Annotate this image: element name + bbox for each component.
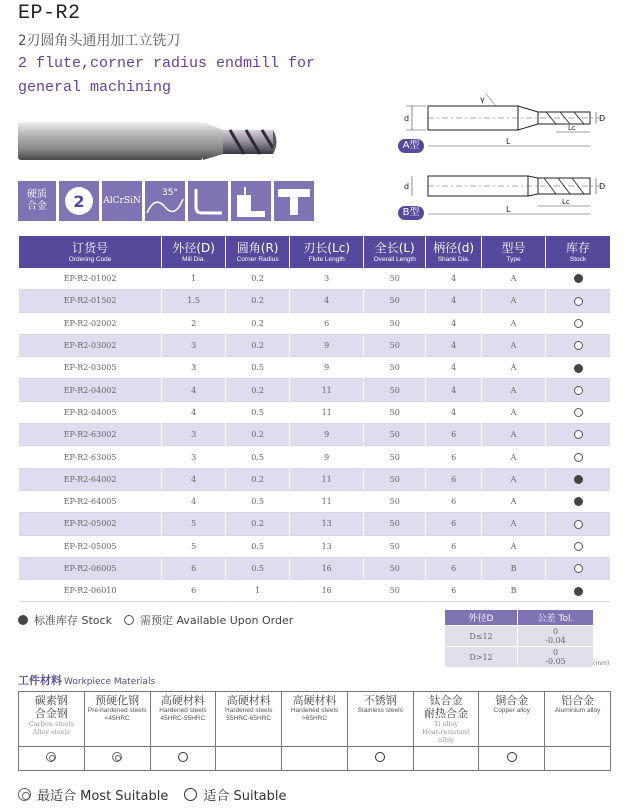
stock-open-icon <box>574 386 583 395</box>
stock-full-icon <box>18 615 28 625</box>
table-row <box>19 558 610 580</box>
table-row <box>19 536 610 558</box>
table-cell-l: 50 <box>364 379 425 401</box>
type-a-tag: A型 <box>398 139 424 153</box>
table-cell-code: EP-R2-06010 <box>19 580 161 602</box>
table-cell-code: EP-R2-05002 <box>19 513 161 535</box>
table-cell-stock <box>546 357 610 379</box>
table-row <box>19 402 610 424</box>
table-cell-type: A <box>482 446 545 468</box>
workpiece-suitability <box>413 747 479 771</box>
table-cell-type: A <box>482 290 545 312</box>
table-cell-code: EP-R2-01002 <box>19 268 161 290</box>
table-row <box>19 357 610 379</box>
table-cell-l: 50 <box>364 491 425 513</box>
table-cell-d: 4 <box>426 335 481 357</box>
workpiece-material: 不锈钢 Stainless steels <box>347 692 413 747</box>
table-cell-d: 4 <box>426 290 481 312</box>
table-row <box>19 580 610 602</box>
table-cell-d: 6 <box>426 558 481 580</box>
table-cell-lc: 11 <box>290 402 363 424</box>
table-cell-code: EP-R2-05005 <box>19 536 161 558</box>
table-cell-d: 4 <box>162 469 225 491</box>
square-end-profile-icon <box>188 181 228 221</box>
col-mill-dia: 外径(D) Mill Dia. <box>162 236 225 268</box>
table-cell-code: EP-R2-63005 <box>19 446 161 468</box>
tolerance-table <box>444 609 594 668</box>
svg-text:35°: 35° <box>162 188 178 198</box>
workpiece-material: 高硬材料 Hardened steels >65HRC <box>282 692 348 747</box>
workpiece-suitability <box>479 747 545 771</box>
table-cell-l: 50 <box>364 446 425 468</box>
table-cell-lc: 9 <box>290 446 363 468</box>
stock-open-icon <box>124 615 134 625</box>
stock-open-icon <box>574 453 583 462</box>
table-row <box>19 513 610 535</box>
stock-open-icon <box>574 542 583 551</box>
suitable-icon <box>375 752 385 762</box>
table-cell-d: 3 <box>162 446 225 468</box>
drawing-type-b <box>396 170 612 222</box>
table-cell-r: 0.5 <box>226 357 289 379</box>
table-cell-r: 0.2 <box>226 513 289 535</box>
table-cell-d: 6 <box>426 580 481 602</box>
table-cell-l: 50 <box>364 268 425 290</box>
drawing-type-a <box>396 92 612 154</box>
stock-open-icon <box>574 430 583 439</box>
table-cell-type: A <box>482 491 545 513</box>
suitable-label: 适合 Suitable <box>203 789 287 804</box>
stock-full-label: 标准库存 Stock <box>34 614 112 627</box>
table-cell-stock <box>546 424 610 446</box>
table-cell-lc: 11 <box>290 379 363 401</box>
workpiece-material: 铝合金 Aluminium alloy <box>545 692 611 747</box>
most-suitable-icon <box>18 788 31 801</box>
table-cell-lc: 3 <box>290 268 363 290</box>
table-cell-d: 4 <box>426 379 481 401</box>
suitable-icon <box>507 752 517 762</box>
workpiece-suitability <box>282 747 348 771</box>
table-cell-type: A <box>482 424 545 446</box>
table-cell-d: 4 <box>162 379 225 401</box>
type-b-tag: B型 <box>398 206 424 220</box>
stock-full-icon <box>574 587 583 596</box>
tol-header-tol: 公差 Tol. <box>518 610 593 625</box>
stock-legend <box>18 612 293 628</box>
table-cell-lc: 13 <box>290 513 363 535</box>
dim-L-label-a: L <box>506 137 511 146</box>
table-cell-stock <box>546 536 610 558</box>
dim-Lc-label-a: Lc <box>568 124 576 132</box>
workpiece-material: 钛合金 耐热合金 Ti alloy Heat-resistant alloy <box>413 692 479 747</box>
table-cell-r: 1 <box>226 580 289 602</box>
hardened-steel-icon: 硬质 合金 <box>18 181 56 221</box>
table-cell-stock <box>546 446 610 468</box>
workpiece-suitability <box>150 747 216 771</box>
workpiece-material: 高硬材料 Hardened steels 55HRC-65HRC <box>216 692 282 747</box>
most-suitable-icon <box>46 752 56 762</box>
table-cell-r: 0.2 <box>226 424 289 446</box>
tolerance-unit: (mm) <box>593 660 610 667</box>
table-cell-l: 50 <box>364 513 425 535</box>
table-cell-type: B <box>482 580 545 602</box>
table-cell-r: 0.5 <box>226 558 289 580</box>
table-cell-r: 0.2 <box>226 469 289 491</box>
most-suitable-label: 最适合 Most Suitable <box>37 789 169 804</box>
table-row <box>19 379 610 401</box>
stock-full-icon <box>574 364 583 373</box>
stock-open-icon <box>574 297 583 306</box>
endmill-photo <box>18 118 280 164</box>
tol-row: D>12 0 -0.05 <box>445 647 593 667</box>
table-cell-r: 0.5 <box>226 536 289 558</box>
feature-icon-row <box>18 181 314 221</box>
suitability-legend <box>18 785 287 804</box>
table-cell-d: 3 <box>162 357 225 379</box>
table-cell-l: 50 <box>364 357 425 379</box>
workpiece-title: 工件材料 Workpiece Materials <box>18 674 156 687</box>
table-cell-d: 4 <box>426 357 481 379</box>
table-cell-r: 0.5 <box>226 491 289 513</box>
table-cell-r: 0.2 <box>226 379 289 401</box>
table-cell-code: EP-R2-03002 <box>19 335 161 357</box>
table-cell-d: 3 <box>162 424 225 446</box>
table-cell-code: EP-R2-03005 <box>19 357 161 379</box>
stock-open-icon <box>574 564 583 573</box>
table-cell-code: EP-R2-63002 <box>19 424 161 446</box>
table-cell-d: 6 <box>162 558 225 580</box>
dim-d-label-a: d <box>404 114 410 123</box>
workpiece-material: 高硬材料 Hardened steels 45HRC-55HRC <box>150 692 216 747</box>
stock-full-icon <box>574 475 583 484</box>
dim-angle-label-a: γ <box>480 95 485 104</box>
table-cell-l: 50 <box>364 313 425 335</box>
table-row <box>19 290 610 312</box>
table-cell-l: 50 <box>364 424 425 446</box>
table-row <box>19 268 610 290</box>
table-cell-l: 50 <box>364 558 425 580</box>
table-cell-d: 6 <box>426 446 481 468</box>
table-cell-d: 4 <box>162 491 225 513</box>
shank-profile-icon <box>274 181 314 221</box>
table-cell-d: 1 <box>162 268 225 290</box>
spec-table-header <box>19 236 610 268</box>
table-cell-lc: 13 <box>290 536 363 558</box>
dim-Lc-label-b: Lc <box>562 198 570 206</box>
dim-D-label-a: D <box>599 114 606 123</box>
table-cell-l: 50 <box>364 469 425 491</box>
table-cell-l: 50 <box>364 580 425 602</box>
table-cell-r: 0.2 <box>226 335 289 357</box>
table-cell-type: A <box>482 513 545 535</box>
table-cell-r: 0.2 <box>226 268 289 290</box>
table-cell-stock <box>546 558 610 580</box>
dim-D-label-b: D <box>599 182 606 191</box>
workpiece-suitability <box>19 747 85 771</box>
workpiece-suitability <box>84 747 150 771</box>
stock-full-icon <box>574 274 583 283</box>
table-cell-l: 50 <box>364 335 425 357</box>
tol-row: D≤12 0 -0.04 <box>445 626 593 646</box>
two-flute-icon: 2 <box>59 181 99 221</box>
corner-radius-profile-icon <box>231 181 271 221</box>
table-cell-code: EP-R2-01502 <box>19 290 161 312</box>
stock-full-icon <box>574 497 583 506</box>
table-cell-code: EP-R2-02002 <box>19 313 161 335</box>
product-code: EP-R2 <box>18 2 81 25</box>
table-cell-lc: 11 <box>290 469 363 491</box>
table-cell-d: 2 <box>162 313 225 335</box>
col-flute-length: 刃长(Lc) Flute Length <box>290 236 363 268</box>
table-cell-stock <box>546 402 610 424</box>
tol-header-d: 外径D <box>445 610 517 625</box>
workpiece-material: 碳素钢 合金钢 Carbon steels Alloy steels <box>19 692 85 747</box>
table-cell-l: 50 <box>364 536 425 558</box>
table-cell-lc: 16 <box>290 580 363 602</box>
table-cell-code: EP-R2-64002 <box>19 469 161 491</box>
workpiece-table <box>18 691 611 771</box>
table-row <box>19 313 610 335</box>
table-cell-lc: 9 <box>290 335 363 357</box>
col-overall-length: 全长(L) Overall Length <box>364 236 425 268</box>
col-ordering-code: 订货号 Ordering Code <box>19 236 161 268</box>
table-cell-d: 6 <box>426 491 481 513</box>
table-cell-lc: 4 <box>290 290 363 312</box>
table-cell-stock <box>546 268 610 290</box>
table-cell-d: 6 <box>426 424 481 446</box>
table-cell-r: 0.2 <box>226 313 289 335</box>
table-cell-lc: 11 <box>290 491 363 513</box>
table-cell-code: EP-R2-06005 <box>19 558 161 580</box>
table-cell-type: A <box>482 469 545 491</box>
table-cell-stock <box>546 491 610 513</box>
spec-table <box>18 236 611 602</box>
table-cell-r: 0.2 <box>226 290 289 312</box>
workpiece-suitability <box>216 747 282 771</box>
table-row <box>19 335 610 357</box>
workpiece-material: 预硬化钢 Pre-hardened steels <45HRC <box>84 692 150 747</box>
table-cell-d: 1.5 <box>162 290 225 312</box>
table-row <box>19 424 610 446</box>
table-cell-type: A <box>482 379 545 401</box>
table-cell-stock <box>546 379 610 401</box>
table-cell-d: 3 <box>162 335 225 357</box>
col-type: 型号 Type <box>482 236 545 268</box>
table-row <box>19 469 610 491</box>
table-cell-type: A <box>482 402 545 424</box>
table-cell-d: 5 <box>162 513 225 535</box>
stock-open-icon <box>574 408 583 417</box>
product-title-en: 2 flute,corner radius endmill for general machining <box>18 55 316 96</box>
stock-open-icon <box>574 319 583 328</box>
table-cell-d: 4 <box>162 402 225 424</box>
table-cell-d: 6 <box>426 536 481 558</box>
table-cell-type: A <box>482 335 545 357</box>
table-cell-code: EP-R2-04005 <box>19 402 161 424</box>
table-cell-type: A <box>482 357 545 379</box>
table-cell-r: 0.5 <box>226 402 289 424</box>
col-stock: 库存 Stock <box>546 236 610 268</box>
table-cell-code: EP-R2-04002 <box>19 379 161 401</box>
table-cell-d: 5 <box>162 536 225 558</box>
table-cell-stock <box>546 335 610 357</box>
col-corner-radius: 圆角(R) Corner Radius <box>226 236 289 268</box>
table-cell-stock <box>546 580 610 602</box>
table-cell-type: B <box>482 558 545 580</box>
table-cell-lc: 16 <box>290 558 363 580</box>
table-cell-type: A <box>482 536 545 558</box>
table-cell-code: EP-R2-64005 <box>19 491 161 513</box>
table-cell-stock <box>546 290 610 312</box>
table-cell-type: A <box>482 268 545 290</box>
table-cell-stock <box>546 469 610 491</box>
table-cell-d: 6 <box>162 580 225 602</box>
suitable-icon <box>178 752 188 762</box>
workpiece-suitability <box>347 747 413 771</box>
product-title-cn: 2刃圆角头通用加工立铣刀 <box>18 33 181 49</box>
workpiece-material: 铜合金 Copper alloy <box>479 692 545 747</box>
table-cell-d: 4 <box>426 268 481 290</box>
suitable-icon <box>184 788 197 801</box>
table-cell-l: 50 <box>364 290 425 312</box>
workpiece-suitability <box>545 747 611 771</box>
table-cell-lc: 9 <box>290 424 363 446</box>
table-cell-d: 4 <box>426 313 481 335</box>
table-cell-l: 50 <box>364 402 425 424</box>
table-cell-d: 6 <box>426 469 481 491</box>
table-cell-d: 4 <box>426 402 481 424</box>
stock-open-icon <box>574 341 583 350</box>
table-cell-type: A <box>482 313 545 335</box>
table-cell-d: 6 <box>426 513 481 535</box>
table-cell-r: 0.5 <box>226 446 289 468</box>
table-cell-lc: 9 <box>290 357 363 379</box>
table-cell-stock <box>546 313 610 335</box>
stock-open-label: 需预定 Available Upon Order <box>139 614 294 627</box>
dim-L-label-b: L <box>506 205 511 214</box>
table-cell-lc: 6 <box>290 313 363 335</box>
stock-open-icon <box>574 520 583 529</box>
table-row <box>19 491 610 513</box>
helix-angle-icon <box>145 181 185 221</box>
coating-icon: AlCrSiN <box>102 181 142 221</box>
col-shank-dia: 柄径(d) Shank Dia. <box>426 236 481 268</box>
dim-d-label-b: d <box>404 182 410 191</box>
table-row <box>19 446 610 468</box>
most-suitable-icon <box>112 752 122 762</box>
table-cell-stock <box>546 513 610 535</box>
